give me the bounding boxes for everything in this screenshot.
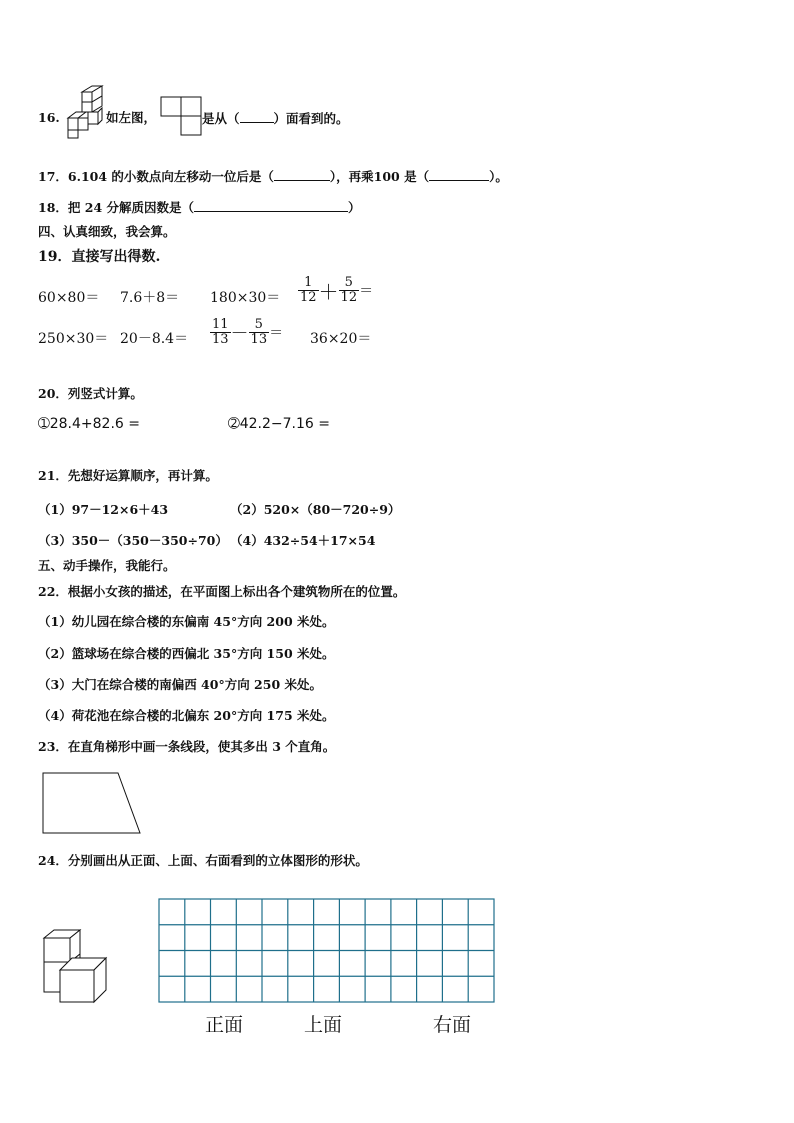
q19-r2-b: 20－8.4＝ [120,331,189,347]
q21-item-4: （4）432÷54＋17×54 [230,533,376,548]
q24-cube-figure [40,926,110,1004]
q20-b: ➁42.2−7.16 = [228,416,330,432]
q24-label-top: 上面 [304,1014,343,1036]
q17-blank-2[interactable] [429,168,489,181]
q17-line: 17．6.104 的小数点向左移动一位后是（ ），再乘100 是（ ）。 [38,169,508,184]
q16-text-b: 是从（ ）面看到的。 [202,111,349,126]
q19-r2-fraction-expr: $\frac{11}{13}$ － $\frac{5}{13}$ ＝ [212,317,284,347]
q22-title: 22．根据小女孩的描述，在平面图上标出各个建筑物所在的位置。 [38,584,406,599]
section-5-heading: 五、动手操作，我能行。 [38,558,176,573]
q24-label-front: 正面 [205,1014,244,1036]
q18-line: 18．把 24 分解质因数是（ ） [38,200,361,215]
q19-r1-frac-b: $\frac{5}{12}$ [340,275,358,305]
q18-blank[interactable] [194,199,348,212]
q21-item-3: （3）350－（350－350÷70） [38,533,228,548]
q22-item-4: （4）荷花池在综合楼的北偏东 20°方向 175 米处。 [38,708,335,723]
q22-item-1: （1）幼儿园在综合楼的东偏南 45°方向 200 米处。 [38,614,335,629]
q16-line [38,110,60,126]
q23-title: 23．在直角梯形中画一条线段，使其多出 3 个直角。 [38,739,336,754]
q19-title: 19．直接写出得数. [38,249,161,265]
q24-title: 24．分别画出从正面、上面、右面看到的立体图形的形状。 [38,853,368,868]
q20-a: ➀28.4+82.6 = [38,416,140,432]
q19-r1-frac-a: $\frac{1}{12}$ [300,275,317,305]
q19-r2-frac-a: $\frac{11}{13}$ [212,317,229,347]
q22-item-3: （3）大门在综合楼的南偏西 40°方向 250 米处。 [38,677,322,692]
q20-title: 20．列竖式计算。 [38,386,143,401]
q16-text-a: 如左图， [106,110,157,125]
q21-title: 21．先想好运算顺序，再计算。 [38,468,218,483]
q19-r1-a: 60×80＝ [38,290,100,306]
q17-blank-1[interactable] [274,168,330,181]
q16-blank[interactable] [240,110,274,123]
q19-r1-b: 7.6＋8＝ [120,290,180,306]
q16-view-figure [160,96,202,136]
q24-drawing-grid[interactable] [158,898,496,1004]
q22-item-2: （2）篮球场在综合楼的西偏北 35°方向 150 米处。 [38,646,335,661]
q19-r1-fraction-expr: $\frac{1}{12}$ ＋ $\frac{5}{12}$ ＝ [300,275,374,305]
q21-item-2: （2）520×（80－720÷9） [230,502,401,517]
q19-r1-c: 180×30＝ [210,290,281,306]
q16-cube-figure [64,84,108,140]
q23-trapezoid [40,770,144,836]
q19-r2-d: 36×20＝ [310,331,372,347]
q19-r2-frac-b: $\frac{5}{13}$ [250,317,268,347]
q24-label-right: 右面 [433,1014,472,1036]
q19-r2-a: 250×30＝ [38,331,109,347]
section-4-heading: 四、认真细致，我会算。 [38,224,176,239]
q21-item-1: （1）97－12×6＋43 [38,502,169,517]
q16-number: 16. [38,110,60,125]
